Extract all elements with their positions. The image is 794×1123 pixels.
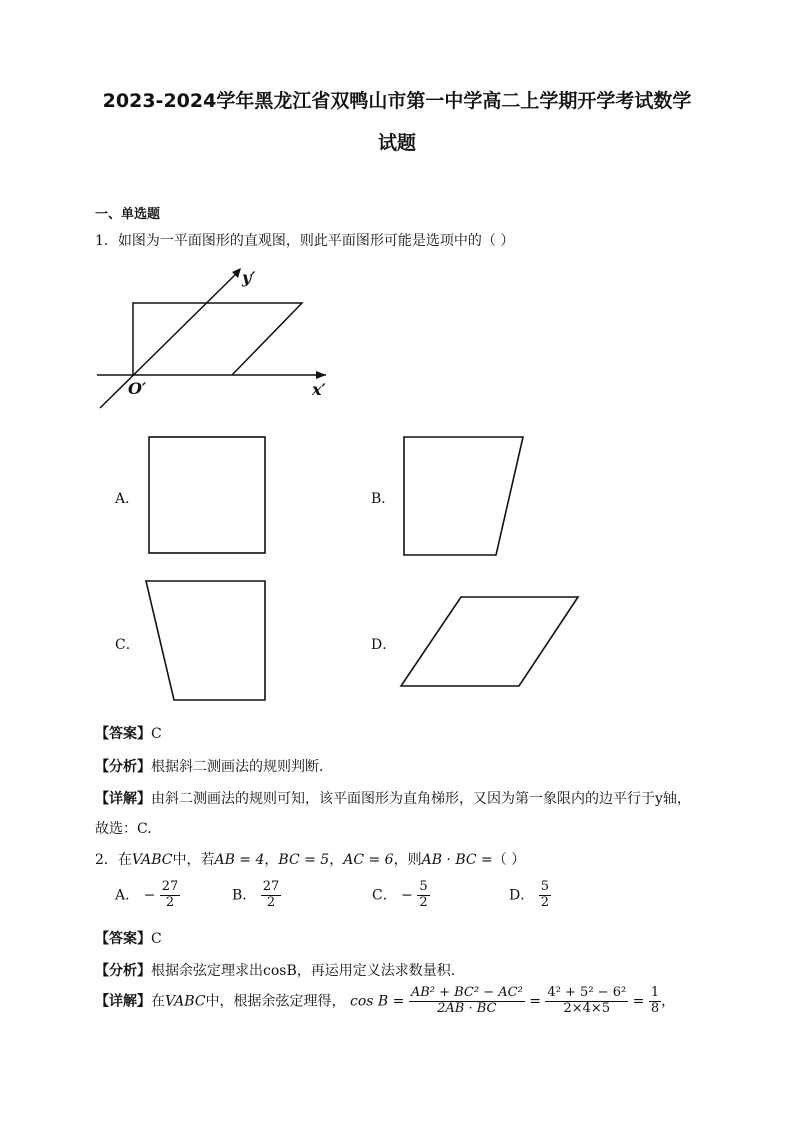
x-axis-arrow — [316, 371, 326, 379]
q2-option-d-fraction: $\frac{5}{2}$ — [540, 879, 549, 910]
cos-b: cos B = — [349, 993, 405, 1010]
exam-title-line1: 2023-2024学年黑龙江省双鸭山市第一中学高二上学期开学考试数学 — [102, 90, 692, 112]
q1-analysis — [95, 756, 333, 776]
result-fraction: $\frac{1}{8}$ — [650, 985, 660, 1016]
vector-dot-product: AB · BC = — [421, 852, 493, 868]
answer-value: C — [151, 931, 162, 947]
exam-title-line2: 试题 — [377, 132, 416, 154]
q2-option-b-label: B． — [232, 887, 257, 904]
q2-detail — [95, 986, 675, 1017]
q2-option-c-sign: − — [401, 887, 413, 904]
side-ac: AC = 6 — [343, 852, 394, 868]
x-axis-label: x′ — [312, 380, 326, 399]
stem-prefix: 2．在 — [95, 852, 132, 868]
stem-then: ，则 — [393, 852, 422, 868]
q2-option-c — [372, 880, 430, 911]
detail-text: 由斜二测画法的规则可知，该平面图形为直角梯形，又因为第一象限内的边平行于y轴， — [151, 791, 691, 807]
side-ab: AB = 4 — [214, 852, 265, 868]
q2-option-b — [232, 880, 281, 911]
answer-value: C — [151, 726, 162, 742]
detail-tag: 【详解】 — [95, 993, 151, 1010]
question-2-stem: 2．在VABC中，若AB = 4，BC = 5，AC = 6，则AB · BC =（ ） — [95, 852, 526, 868]
analysis-text: 根据余弦定理求出cosB，再运用定义法求数量积. — [151, 963, 456, 979]
detail-prefix: 在 — [151, 993, 165, 1010]
option-a-label: A． — [115, 491, 140, 507]
question-1-stem: 1．如图为一平面图形的直观图，则此平面图形可能是选项中的（ ） — [95, 233, 515, 249]
side-bc: BC = 5 — [278, 852, 330, 868]
q2-option-c-fraction: $\frac{5}{2}$ — [419, 879, 428, 910]
oblique-trapezoid — [133, 303, 302, 375]
detail-tag: 【详解】 — [95, 791, 151, 807]
option-d-label: D． — [371, 637, 397, 653]
q2-option-c-label: C． — [372, 887, 397, 904]
section-heading: 一、单选题 — [95, 207, 161, 222]
equals-2: = — [632, 993, 645, 1010]
detail-tail: ， — [661, 993, 676, 1010]
analysis-tag: 【分析】 — [95, 759, 151, 775]
analysis-tag: 【分析】 — [95, 963, 151, 979]
option-d-parallelogram — [401, 597, 578, 686]
q2-option-a-fraction: $\frac{27}{2}$ — [161, 879, 179, 910]
triangle-name: VABC — [131, 852, 173, 868]
analysis-text: 根据斜二测画法的规则判断． — [151, 759, 333, 775]
cosine-law-fraction: $\frac{\text{AB² + BC² − AC²}}{2AB \cdot BC}$ — [410, 985, 523, 1016]
equals-1: = — [529, 993, 541, 1010]
answer-tag: 【答案】 — [95, 726, 151, 742]
detail-mid: 中，根据余弦定理得， — [205, 993, 346, 1010]
answer-blank: （ ） — [492, 852, 526, 868]
q2-option-d — [509, 880, 551, 911]
detail-triangle: VABC — [165, 993, 206, 1010]
y-axis-line — [100, 270, 240, 408]
q2-option-b-fraction: $\frac{27}{2}$ — [262, 879, 280, 910]
q2-answer — [95, 928, 162, 948]
answer-tag: 【答案】 — [95, 931, 151, 947]
option-b-trapezoid — [404, 437, 523, 555]
q2-option-d-label: D． — [509, 887, 535, 904]
option-a-square — [149, 437, 265, 553]
origin-label: O′ — [128, 379, 147, 398]
q2-option-a-sign: − — [143, 887, 156, 904]
option-b-label: B． — [371, 491, 396, 507]
q1-detail-conclusion: 故选：C. — [95, 821, 152, 837]
q2-analysis — [95, 960, 455, 980]
q1-answer — [95, 723, 162, 743]
q2-option-a — [115, 880, 180, 911]
q1-detail — [95, 788, 691, 808]
y-axis-label: y′ — [242, 268, 256, 287]
numeric-fraction: $\frac{\text{4² + 5² − 6²}}{2\times 4\times 5}$ — [547, 985, 627, 1016]
option-c-label: C． — [115, 637, 140, 653]
stem-mid: 中，若 — [172, 852, 215, 868]
q2-option-a-label: A． — [115, 887, 140, 904]
option-c-trapezoid — [146, 581, 265, 700]
